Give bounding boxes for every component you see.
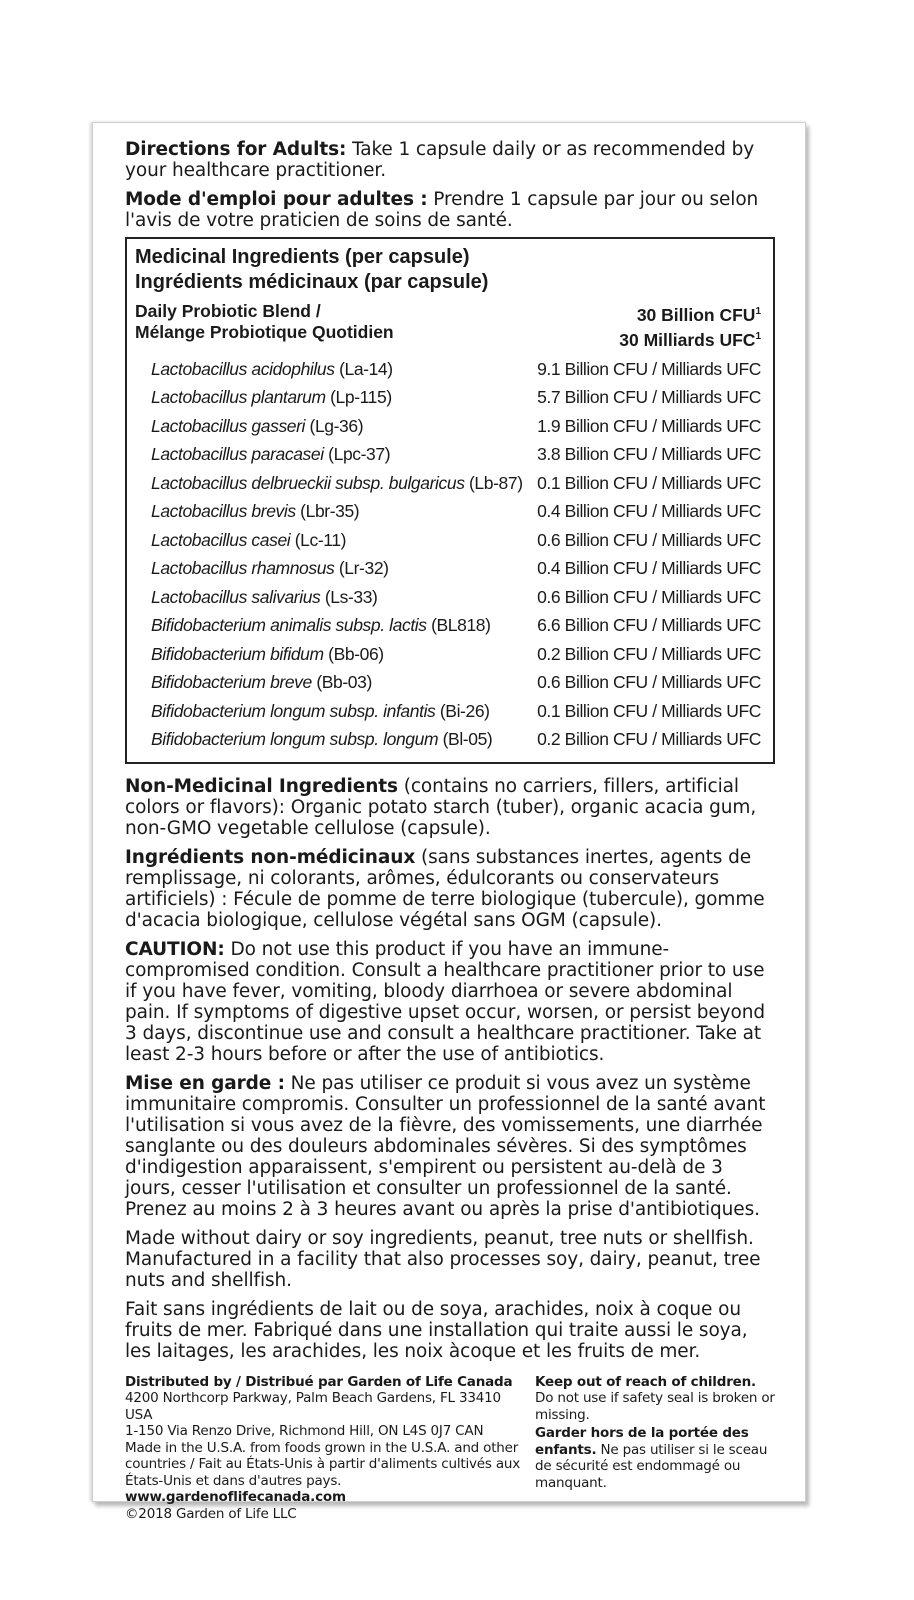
ingredient-row xyxy=(135,640,761,669)
allergen-en: Made without dairy or soy ingredients, peanut, tree nuts or shellfish. Manufactured in a facility that also processes soy, dairy, peanut, tree nuts and shellfish. xyxy=(125,1227,761,1291)
ingredient-species: Lactobacillus plantarum xyxy=(151,387,326,408)
ingredient-amount: 0.6 Billion CFU / Milliards UFC xyxy=(537,586,761,607)
ingredient-strain: (Lbr-35) xyxy=(295,501,360,522)
ingredient-amount: 6.6 Billion CFU / Milliards UFC xyxy=(537,615,761,636)
label-footer xyxy=(125,1374,775,1523)
ingredient-name xyxy=(151,412,363,441)
ingredient-strain: (Lpc-37) xyxy=(323,444,391,465)
ingredient-strain: (Lr-32) xyxy=(334,558,389,579)
non-medicinal-fr xyxy=(125,847,775,931)
directions-fr-text: Prendre 1 capsule par jour ou selon l'avis de votre praticien de soins de santé. xyxy=(125,189,759,231)
blend-name-en: Daily Probiotic Blend / xyxy=(135,301,321,321)
distributor-block xyxy=(125,1374,525,1523)
ingredient-row xyxy=(135,526,761,555)
ingredient-species: Bifidobacterium breve xyxy=(151,672,312,693)
caution-en-text: Do not use this product if you have an immune-compromised condition. Consult a healthcare practitioner prior to use if you have fever, vomiting, bloody diarrhoea or severe abdominal pain. If symptoms of digestive upset occur, worsen, or persist beyond 3 days, discontinue use and consult a healthcare practitioner. Take at least 2-3 hours before or after the use of antibiotics. xyxy=(125,938,765,1065)
ingredient-row xyxy=(135,469,761,498)
non-medicinal-en-text: (contains no carriers, fillers, artificial colors or flavors): Organic potato starch (tuber), organic acacia gum, non-GMO vegetable cellulose (capsule). xyxy=(125,775,757,839)
ingredient-strain: (La-14) xyxy=(334,358,393,379)
ingredient-strain: (BL818) xyxy=(426,615,491,636)
ingredient-row xyxy=(135,412,761,441)
non-medicinal-en xyxy=(125,776,775,839)
ingredient-name xyxy=(151,440,390,469)
blend-name-fr: Mélange Probiotique Quotidien xyxy=(135,322,394,342)
blend-total xyxy=(619,301,761,351)
ingredient-amount: 0.4 Billion CFU / Milliards UFC xyxy=(537,558,761,579)
ingredient-amount: 0.1 Billion CFU / Milliards UFC xyxy=(537,472,761,493)
caution-fr-label: Mise en garde : xyxy=(125,1072,285,1094)
ingredient-row xyxy=(135,697,761,726)
ingredient-amount: 5.7 Billion CFU / Milliards UFC xyxy=(537,387,761,408)
ingredient-name xyxy=(151,526,346,555)
medicinal-ingredients-box xyxy=(125,237,775,764)
ingredient-name xyxy=(151,469,523,498)
ingredient-amount: 0.6 Billion CFU / Milliards UFC xyxy=(537,529,761,550)
ingredient-strain: (Lg-36) xyxy=(305,415,364,436)
ingredient-row xyxy=(135,440,761,469)
medicinal-title-fr: Ingrédients médicinaux (par capsule) xyxy=(135,271,489,293)
non-medicinal-en-label: Non-Medicinal Ingredients xyxy=(125,775,398,797)
ingredient-species: Lactobacillus salivarius xyxy=(151,586,321,607)
ingredient-name xyxy=(151,668,372,697)
ingredient-amount: 1.9 Billion CFU / Milliards UFC xyxy=(537,415,761,436)
ingredient-amount: 9.1 Billion CFU / Milliards UFC xyxy=(537,358,761,379)
blend-row xyxy=(135,301,761,351)
ingredient-strain: (Bl-05) xyxy=(438,729,493,750)
directions-en-label: Directions for Adults: xyxy=(125,139,347,160)
ingredient-row xyxy=(135,725,761,754)
ingredient-row xyxy=(135,383,761,412)
website-link: www.gardenoflifecanada.com xyxy=(125,1489,346,1506)
ingredient-strain: (Ls-33) xyxy=(320,586,378,607)
ingredient-species: Bifidobacterium bifidum xyxy=(151,643,324,664)
label-content xyxy=(125,139,775,1522)
footnote-mark: 1 xyxy=(755,330,761,342)
footnote-mark: 1 xyxy=(755,306,761,317)
copyright: ©2018 Garden of Life LLC xyxy=(125,1505,297,1522)
ingredient-species: Lactobacillus delbrueckii subsp. bulgaricus xyxy=(151,472,465,493)
ingredient-amount: 0.1 Billion CFU / Milliards UFC xyxy=(537,700,761,721)
directions-fr-label: Mode d'emploi pour adultes : xyxy=(125,189,428,210)
ingredient-species: Lactobacillus rhamnosus xyxy=(151,558,335,579)
ingredient-species: Lactobacillus acidophilus xyxy=(151,358,335,379)
ingredient-strain: (Lp-115) xyxy=(325,387,392,408)
ingredient-row xyxy=(135,554,761,583)
ingredient-list xyxy=(135,355,761,754)
ingredient-species: Lactobacillus paracasei xyxy=(151,444,324,465)
blend-name xyxy=(135,301,394,351)
non-medicinal-fr-text: (sans substances inertes, agents de remplissage, ni colorants, arômes, édulcorants ou conservateurs artificiels) : Fécule de pomme de terre biologique (tubercule), gomme d'acacia biologique, cellulose végétal sans OGM (capsule). xyxy=(125,846,765,931)
ingredient-amount: 0.2 Billion CFU / Milliards UFC xyxy=(537,643,761,664)
ingredient-name xyxy=(151,640,384,669)
directions-en-text: Take 1 capsule daily or as recommended by your healthcare practitioner. xyxy=(125,139,755,181)
non-medicinal-fr-label: Ingrédients non-médicinaux xyxy=(125,846,416,868)
address-can: 1-150 Via Renzo Drive, Richmond Hill, ON L4S 0J7 CAN xyxy=(125,1423,484,1440)
ingredient-name xyxy=(151,611,491,640)
ingredient-name xyxy=(151,725,492,754)
keep-out-fr-text: Ne pas utiliser si le sceau de sécurité est endommagé ou manquant. xyxy=(535,1441,768,1491)
ingredient-name xyxy=(151,497,359,526)
ingredient-name xyxy=(151,355,393,384)
label-panel xyxy=(92,122,806,1522)
ingredient-species: Lactobacillus casei xyxy=(151,529,291,550)
medicinal-title-en: Medicinal Ingredients (per capsule) xyxy=(135,246,470,268)
ingredient-amount: 0.6 Billion CFU / Milliards UFC xyxy=(537,672,761,693)
ingredient-species: Bifidobacterium longum subsp. infantis xyxy=(151,700,436,721)
ingredient-strain: (Bb-06) xyxy=(323,643,384,664)
ingredient-name xyxy=(151,583,377,612)
made-in-text: Made in the U.S.A. from foods grown in the U.S.A. and other countries / Fait au États-Unis à partir d'aliments cultivés aux États-Unis et dans d'autres pays. xyxy=(125,1439,521,1489)
ingredient-strain: (Lb-87) xyxy=(464,472,523,493)
made-in xyxy=(125,1440,525,1506)
ingredient-row xyxy=(135,668,761,697)
caution-en xyxy=(125,939,775,1065)
caution-en-label: CAUTION: xyxy=(125,938,225,960)
ingredient-strain: (Lc-11) xyxy=(290,529,347,550)
ingredient-row xyxy=(135,583,761,612)
keep-out-en-label: Keep out of reach of children. xyxy=(535,1373,756,1390)
ingredient-name xyxy=(151,383,392,412)
ingredient-row xyxy=(135,497,761,526)
ingredient-species: Bifidobacterium longum subsp. longum xyxy=(151,729,439,750)
ingredient-amount: 0.4 Billion CFU / Milliards UFC xyxy=(537,501,761,522)
ingredient-amount: 0.2 Billion CFU / Milliards UFC xyxy=(537,729,761,750)
ingredient-strain: (Bb-03) xyxy=(311,672,372,693)
blend-total-fr: 30 Milliards UFC xyxy=(619,329,756,350)
ingredient-strain: (Bi-26) xyxy=(435,700,490,721)
allergen-fr: Fait sans ingrédients de lait ou de soya, arachides, noix à coque ou fruits de mer. Fabriqué dans une installation qui traite aussi le soya, les laitages, les arachides, les noix àcoque et les fruits de mer. xyxy=(125,1298,748,1362)
distributor-label: Distributed by / Distribué par Garden of Life Canada xyxy=(125,1373,513,1390)
blend-total-en: 30 Billion CFU xyxy=(636,304,756,325)
keep-out-fr-label: Garder hors de la portée des enfants. xyxy=(535,1425,749,1458)
ingredient-row xyxy=(135,355,761,384)
ingredient-name xyxy=(151,554,389,583)
ingredient-species: Bifidobacterium animalis subsp. lactis xyxy=(151,615,427,636)
directions-en xyxy=(125,139,775,181)
ingredient-species: Lactobacillus brevis xyxy=(151,501,296,522)
keep-out-en-text: Do not use if safety seal is broken or missing. xyxy=(535,1390,775,1423)
safety-block xyxy=(535,1374,775,1523)
directions-fr xyxy=(125,189,775,231)
ingredient-amount: 3.8 Billion CFU / Milliards UFC xyxy=(537,444,761,465)
ingredient-species: Lactobacillus gasseri xyxy=(151,415,306,436)
caution-fr xyxy=(125,1073,775,1220)
ingredient-row xyxy=(135,611,761,640)
caution-fr-text: Ne pas utiliser ce produit si vous avez un système immunitaire compromis. Consulter un professionnel de la santé avant l'utilisation si vous avez de la fièvre, des vomissements, une diarrhée sanglante ou des douleurs abdominales sévères. Si des symptômes d'indigestion apparaissent, s'empirent ou persistent au-delà de 3 jours, cesser l'utilisation et consulter un professionnel de la santé. Prenez au moins 2 à 3 heures avant ou après la prise d'antibiotiques. xyxy=(125,1072,766,1220)
ingredient-name xyxy=(151,697,490,726)
address-usa: 4200 Northcorp Parkway, Palm Beach Gardens, FL 33410 USA xyxy=(125,1390,501,1423)
